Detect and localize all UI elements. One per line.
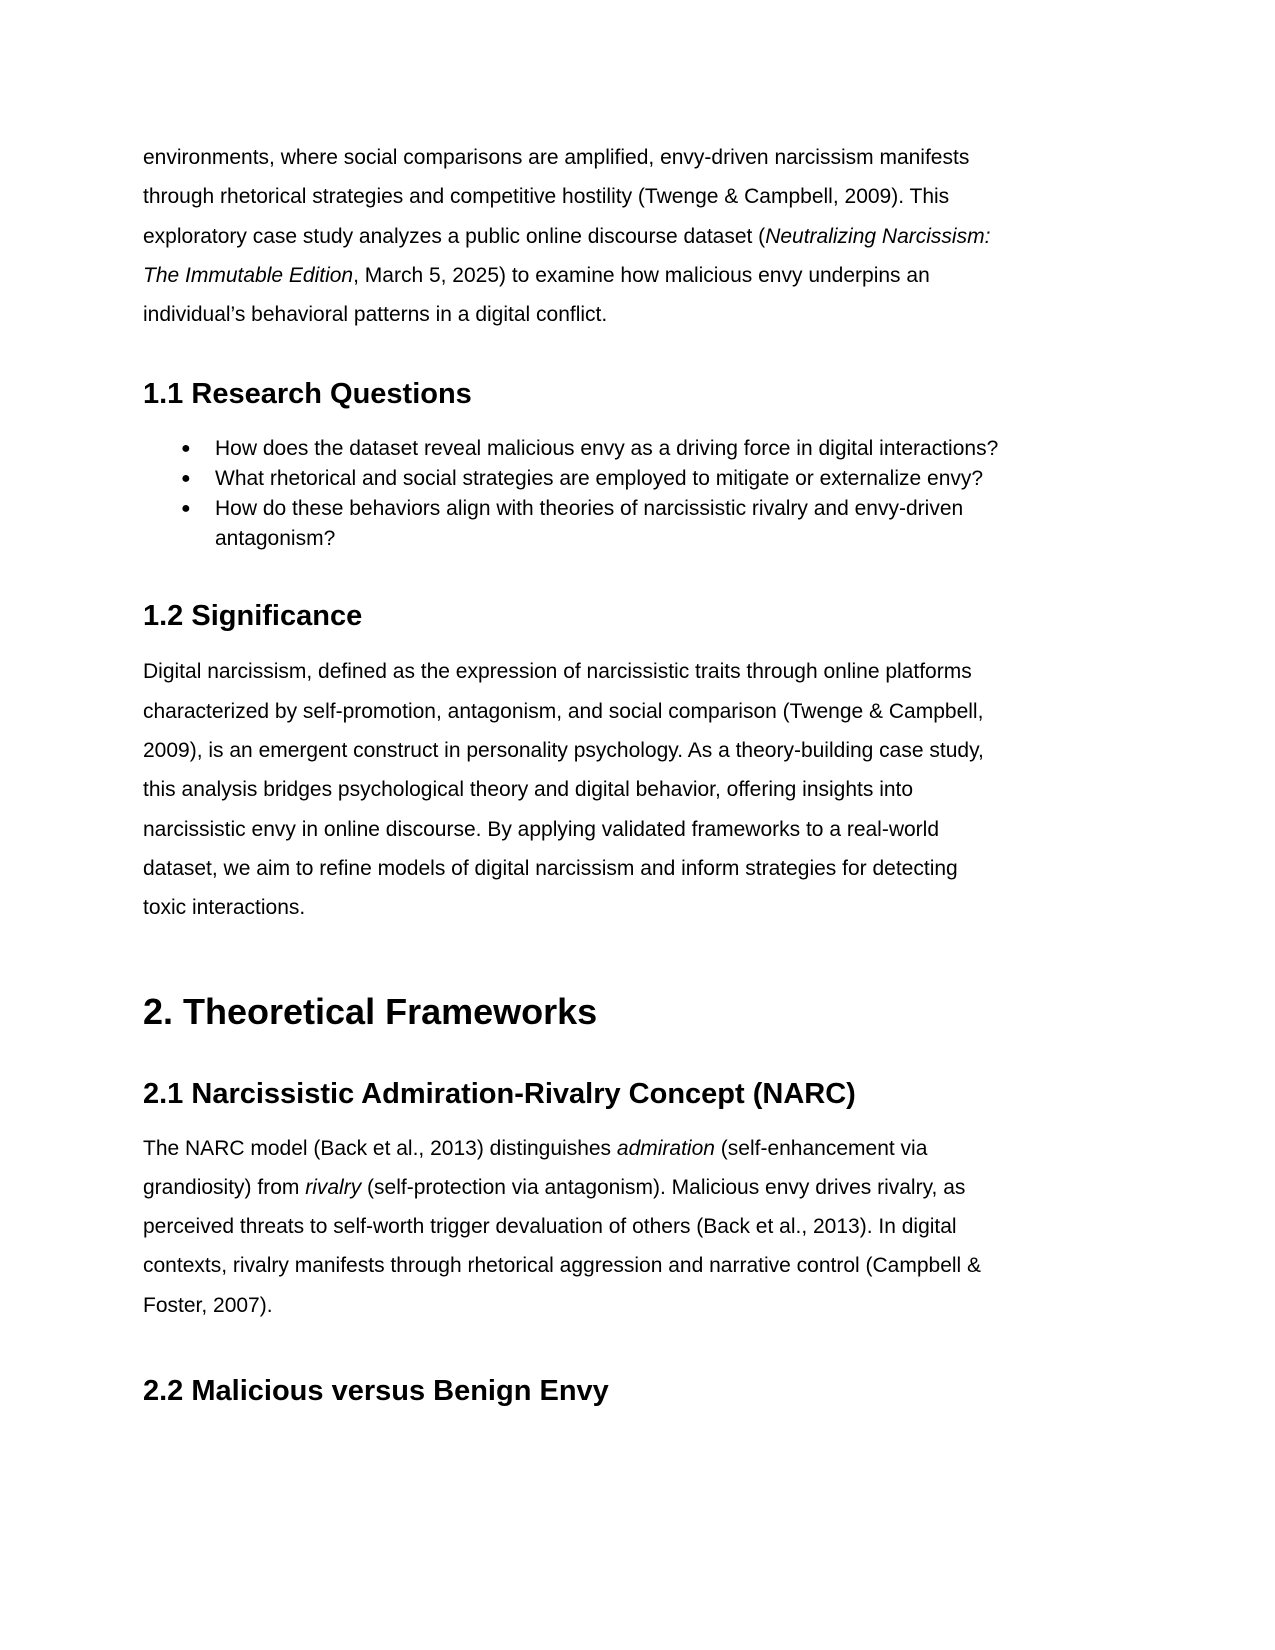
text-run: The NARC model (Back et al., 2013) distinguishes [143,1136,617,1160]
text-line: this analysis bridges psychological theory and digital behavior, offering insights into [143,778,914,802]
text-run: grandiosity) from [143,1175,306,1199]
dataset-title-italic: Neutralizing Narcissism: [765,224,991,248]
text-line: characterized by self-promotion, antagonism, and social comparison (Twenge & Campbell, [143,699,984,723]
text-line: Digital narcissism, defined as the expression of narcissistic traits through online platforms [143,660,972,684]
section-heading-research-questions: 1.1 Research Questions [143,378,472,411]
text-line [143,1168,1083,1207]
text-line: narcissistic envy in online discourse. By applying validated frameworks to a real-world [143,817,940,841]
text-line: environments, where social comparisons are amplified, envy-driven narcissism manifests [143,146,970,169]
bullet-icon: ● [181,440,191,458]
list-item-text: antagonism? [215,527,336,551]
bullet-icon: ● [181,500,191,518]
text-line: dataset, we aim to refine models of digital narcissism and inform strategies for detecting [143,856,958,880]
text-line [143,256,1083,295]
text-line: individual’s behavioral patterns in a digital conflict. [143,303,608,327]
text-line [143,1129,1083,1168]
section-heading-significance: 1.2 Significance [143,600,363,633]
significance-paragraph [143,652,1083,927]
text-line: 2009), is an emergent construct in personality psychology. As a theory-building case study, [143,739,984,763]
text-line: perceived threats to self-worth trigger devaluation of others (Back et al., 2013). In digital [143,1215,957,1239]
list-item [143,434,1083,464]
text-run: (self-enhancement via [714,1136,928,1160]
list-item-text: How do these behaviors align with theories of narcissistic rivalry and envy-driven [215,497,964,521]
dataset-title-italic: The Immutable Edition [143,263,354,287]
bullet-icon: ● [181,470,191,488]
document-page [143,138,1083,1409]
list-item-text: How does the dataset reveal malicious envy as a driving force in digital interactions? [215,437,999,461]
text-run: , March 5, 2025) to examine how malicious envy underpins an [353,263,930,287]
text-line [143,217,1083,256]
section-heading-narc: 2.1 Narcissistic Admiration-Rivalry Concept (NARC) [143,1077,856,1110]
term-italic: rivalry [305,1175,362,1199]
section-heading-envy: 2.2 Malicious versus Benign Envy [143,1375,609,1408]
text-line: Foster, 2007). [143,1293,273,1317]
research-questions-list [143,434,1083,554]
text-run: exploratory case study analyzes a public online discourse dataset ( [143,224,766,248]
section-heading-theoretical-frameworks: 2. Theoretical Frameworks [143,990,598,1032]
text-line: toxic interactions. [143,896,306,920]
list-item-text: What rhetorical and social strategies are employed to mitigate or externalize envy? [215,467,984,491]
text-line: contexts, rivalry manifests through rhetorical aggression and narrative control (Campbell & [143,1254,982,1278]
narc-paragraph [143,1129,1083,1325]
intro-paragraph [143,138,1083,334]
list-item [143,464,1083,494]
list-item [143,494,1083,554]
text-line: through rhetorical strategies and competitive hostility (Twenge & Campbell, 2009). This [143,185,950,209]
text-run: (self-protection via antagonism). Malicious envy drives rivalry, as [361,1175,966,1199]
term-italic: admiration [616,1136,715,1160]
